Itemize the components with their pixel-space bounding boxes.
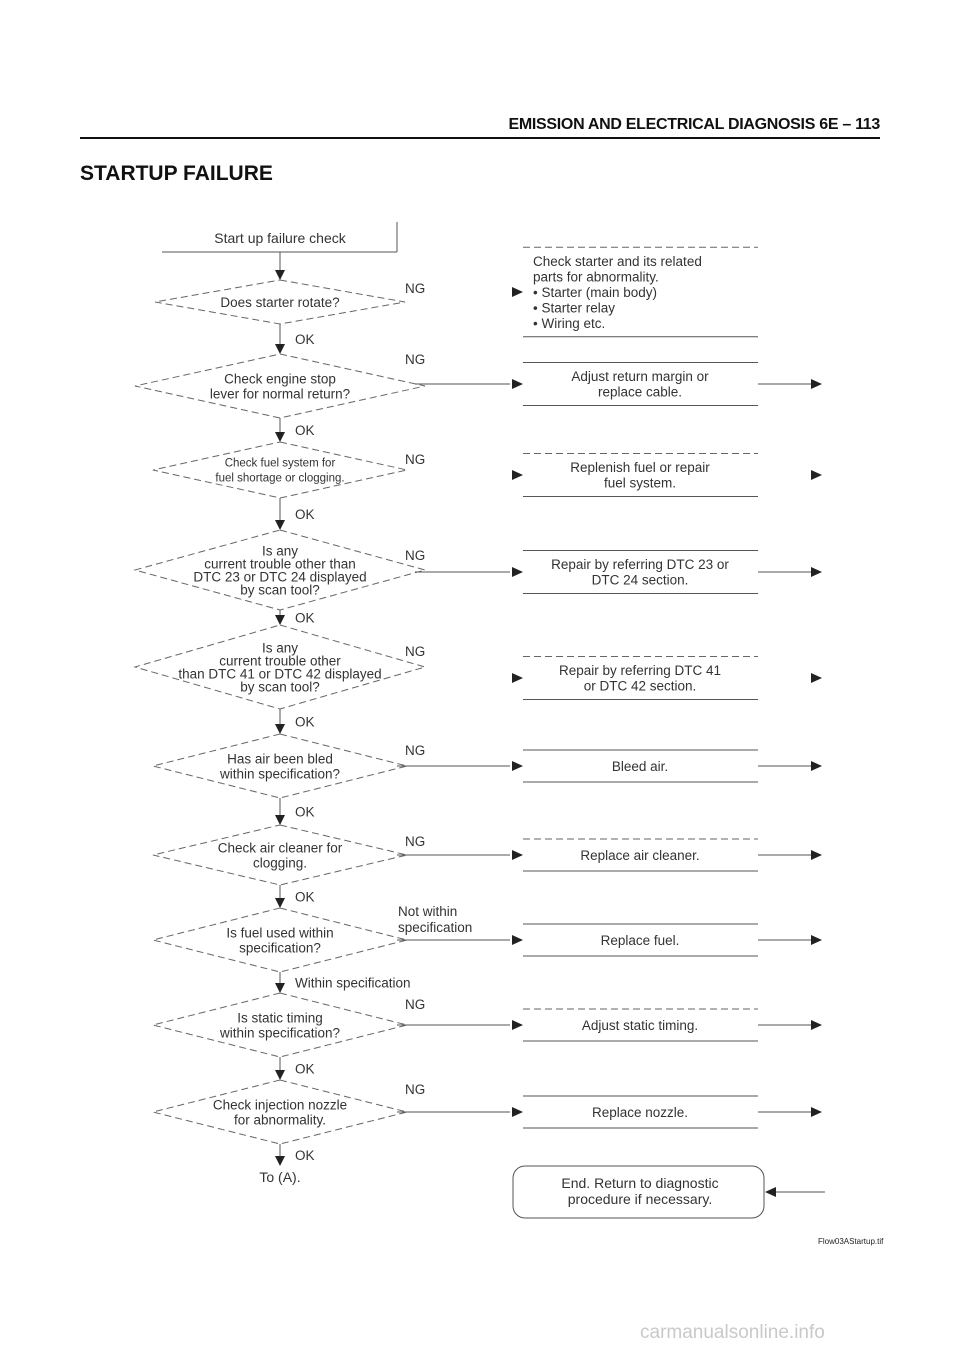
- no-branch-label: NG: [405, 834, 426, 849]
- arrow-right-icon: [811, 567, 822, 577]
- arrow-right-icon: [512, 1020, 523, 1030]
- arrow-down-icon: [275, 815, 285, 825]
- header-text: EMISSION AND ELECTRICAL DIAGNOSIS 6E – 113: [508, 116, 880, 133]
- decision-9-text-line: Is static timing: [237, 1010, 323, 1026]
- arrow-down-icon: [275, 1070, 285, 1080]
- arrow-down-icon: [275, 520, 285, 530]
- yes-branch-label: Within specification: [295, 975, 411, 991]
- no-branch-label: Not within: [398, 904, 458, 919]
- action-1-text-line: • Starter (main body): [533, 284, 658, 300]
- action-6-text-line: Bleed air.: [611, 758, 669, 774]
- arrow-right-icon: [512, 379, 523, 389]
- final-yes-label: To (A).: [259, 1169, 301, 1185]
- decision-2-text-line: Check engine stop: [224, 371, 336, 387]
- no-branch-label: NG: [405, 281, 426, 296]
- arrow-down-icon: [275, 1156, 285, 1166]
- decision-4-text-line: DTC 23 or DTC 24 displayed: [193, 569, 367, 585]
- action-1-text-line: • Wiring etc.: [533, 315, 606, 331]
- arrow-right-icon: [512, 673, 523, 683]
- arrow-down-icon: [275, 432, 285, 442]
- decision-6-text-line: Has air been bled: [227, 751, 333, 767]
- decision-10-text-line: for abnormality.: [233, 1112, 327, 1128]
- arrow-right-icon: [811, 1107, 822, 1117]
- arrow-right-icon: [512, 935, 523, 945]
- action-2-text-line: Adjust return margin or: [571, 369, 709, 385]
- arrow-down-icon: [275, 344, 285, 354]
- action-1-text-line: parts for abnormality.: [533, 269, 659, 285]
- decision-7-text-line: clogging.: [252, 855, 308, 871]
- arrow-right-icon: [512, 470, 523, 480]
- arrow-down-icon: [275, 270, 285, 280]
- decision-8-text-line: Is fuel used within: [226, 925, 334, 941]
- yes-branch-label: OK: [295, 610, 315, 626]
- action-4-text-line: DTC 24 section.: [591, 572, 689, 588]
- no-branch-label: NG: [405, 548, 426, 563]
- decision-5-text-line: by scan tool?: [240, 679, 320, 695]
- decision-4-text-line: Is any: [261, 543, 299, 559]
- decision-3-text-line: Check fuel system for: [224, 457, 336, 470]
- arrow-down-icon: [275, 898, 285, 908]
- decision-5-text-line: current trouble other: [219, 653, 341, 669]
- arrow-right-icon: [811, 761, 822, 771]
- decision-5-text-line: than DTC 41 or DTC 42 displayed: [178, 666, 382, 682]
- decision-3-text-line: fuel shortage or clogging.: [215, 472, 345, 485]
- yes-branch-label: OK: [295, 804, 315, 820]
- no-branch-label: NG: [405, 997, 426, 1012]
- decision-7-text-line: Check air cleaner for: [217, 840, 343, 856]
- no-branch-label: specification: [398, 920, 473, 935]
- decision-9-text-line: within specification?: [219, 1025, 341, 1041]
- decision-4-text-line: current trouble other than: [204, 556, 356, 572]
- decision-diamond: [153, 442, 407, 498]
- yes-branch-label: OK: [295, 1148, 315, 1163]
- decision-1-text-line: Does starter rotate?: [220, 294, 340, 310]
- arrow-right-icon: [512, 761, 523, 771]
- decision-10-text-line: Check injection nozzle: [212, 1097, 348, 1113]
- arrow-down-icon: [275, 615, 285, 625]
- yes-branch-label: OK: [295, 1061, 315, 1077]
- no-branch-label: NG: [405, 644, 426, 659]
- arrow-right-icon: [512, 1107, 523, 1117]
- decision-4-text-line: by scan tool?: [240, 582, 320, 598]
- no-branch-label: NG: [405, 352, 426, 367]
- arrow-right-icon: [811, 673, 822, 683]
- arrow-right-icon: [811, 1020, 822, 1030]
- yes-branch-label: OK: [295, 889, 315, 905]
- arrow-right-icon: [811, 935, 822, 945]
- action-3-text-line: Replenish fuel or repair: [570, 460, 710, 476]
- decision-5-text-line: Is any: [261, 640, 299, 656]
- arrow-left-icon: [765, 1187, 776, 1197]
- arrow-right-icon: [811, 379, 822, 389]
- action-9-text-line: Adjust static timing.: [581, 1017, 699, 1033]
- action-1-text-line: Check starter and its related: [533, 253, 702, 269]
- arrow-right-icon: [811, 470, 822, 480]
- page-title: STARTUP FAILURE: [80, 162, 273, 185]
- yes-branch-label: OK: [295, 507, 315, 522]
- action-7-text-line: Replace air cleaner.: [580, 847, 700, 863]
- start-box-label: Start up failure check: [214, 230, 346, 246]
- arrow-down-icon: [275, 724, 285, 734]
- no-branch-label: NG: [405, 452, 426, 467]
- no-branch-label: NG: [405, 743, 426, 758]
- action-4-text-line: Repair by referring DTC 23 or: [551, 557, 729, 573]
- end-box-text-line: End. Return to diagnostic: [561, 1175, 719, 1192]
- action-3-text-line: fuel system.: [603, 475, 677, 491]
- decision-6-text-line: within specification?: [219, 766, 341, 782]
- arrow-right-icon: [811, 850, 822, 860]
- action-2-text-line: replace cable.: [597, 384, 683, 400]
- file-label: Flow03AStartup.tif: [818, 1237, 884, 1246]
- end-box-text-line: procedure if necessary.: [567, 1191, 713, 1208]
- yes-branch-label: OK: [295, 714, 315, 730]
- action-5-text-line: Repair by referring DTC 41: [558, 663, 722, 679]
- yes-branch-label: OK: [295, 423, 315, 438]
- decision-2-text-line: lever for normal return?: [209, 386, 351, 402]
- arrow-down-icon: [275, 983, 285, 993]
- arrow-right-icon: [512, 287, 523, 297]
- decision-8-text-line: specification?: [239, 940, 321, 956]
- action-1-text-line: • Starter relay: [533, 300, 616, 316]
- yes-branch-label: OK: [295, 332, 315, 347]
- action-8-text-line: Replace fuel.: [600, 932, 680, 948]
- watermark: carmanualsonline.info: [640, 1322, 825, 1343]
- action-10-text-line: Replace nozzle.: [591, 1104, 689, 1120]
- action-5-text-line: or DTC 42 section.: [583, 678, 697, 694]
- arrow-right-icon: [512, 850, 523, 860]
- no-branch-label: NG: [405, 1082, 426, 1097]
- arrow-right-icon: [512, 567, 523, 577]
